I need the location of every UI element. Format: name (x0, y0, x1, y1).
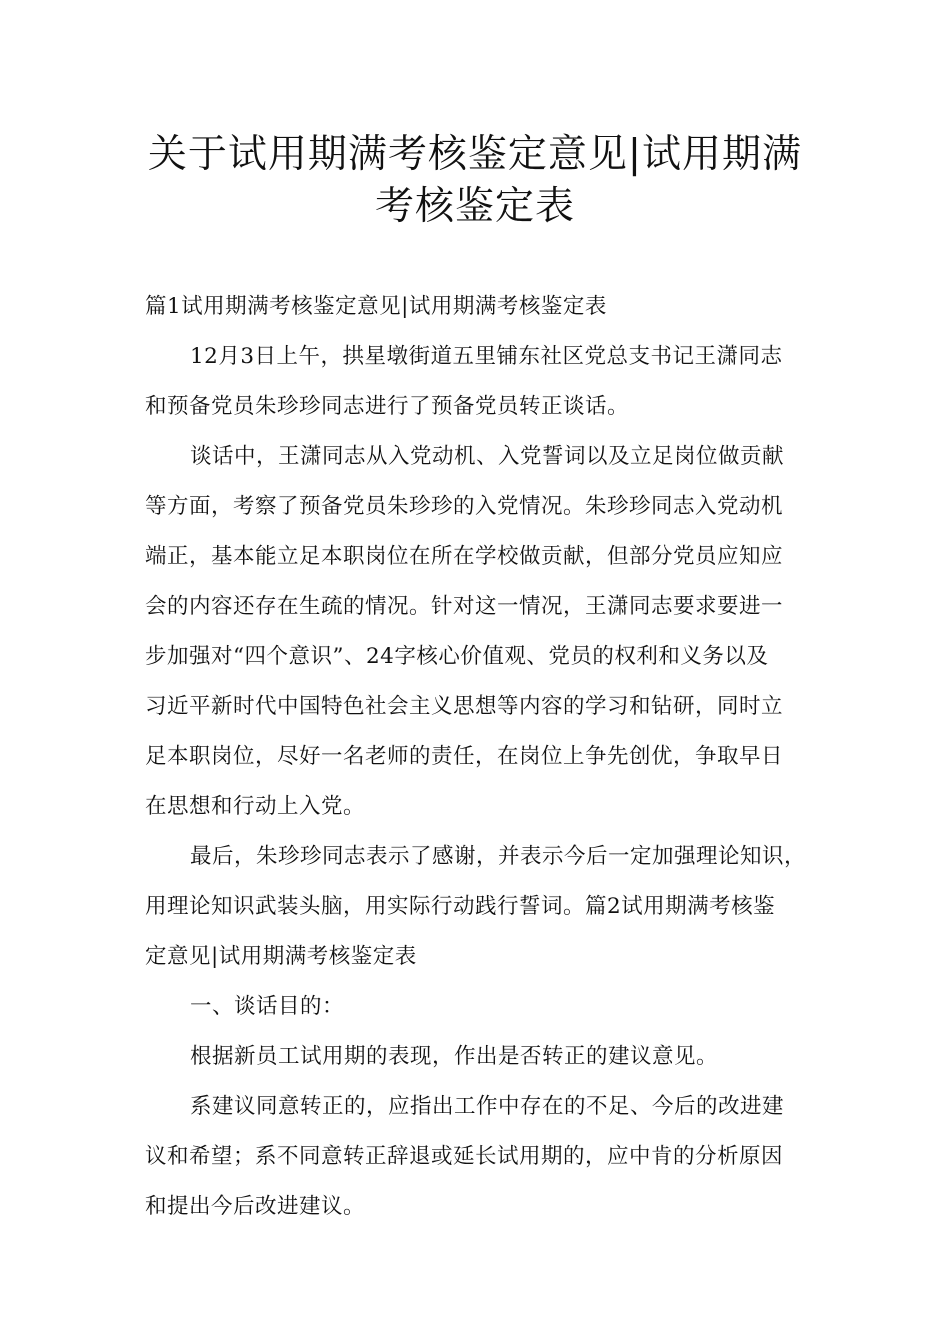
paragraph-line: 和提出今后改进建议。 (145, 1194, 366, 1219)
paragraph-line: 谈话中，王潇同志从入党动机、入党誓词以及立足岗位做贡献 (190, 444, 785, 469)
paragraph-line: 端正，基本能立足本职岗位在所在学校做贡献，但部分党员应知应 (145, 544, 784, 569)
paragraph (145, 332, 825, 432)
paragraph-line: 系建议同意转正的，应指出工作中存在的不足、今后的改进建 (190, 1094, 785, 1119)
document-title-line-2: 考核鉴定表 (374, 184, 575, 229)
paragraph-line: 用理论知识武装头脑，用实际行动践行誓词。篇2试用期满考核鉴 (145, 894, 776, 919)
paragraph-line: 最后，朱珍珍同志表示了感谢，并表示今后一定加强理论知识， (190, 844, 807, 869)
paragraph (145, 832, 825, 982)
paragraph-line: 足本职岗位，尽好一名老师的责任，在岗位上争先创优，争取早日 (145, 744, 784, 769)
paragraph (145, 982, 825, 1032)
paragraph-line: 根据新员工试用期的表现，作出是否转正的建议意见。 (190, 1044, 719, 1069)
paragraph (145, 432, 825, 832)
document-body (145, 282, 825, 1232)
paragraph-line: 一、谈话目的： (190, 994, 345, 1019)
paragraph (145, 1082, 825, 1232)
paragraph-line: 在思想和行动上入党。 (145, 794, 366, 819)
paragraph (145, 282, 825, 332)
paragraph-line: 议和希望；系不同意转正辞退或延长试用期的，应中肯的分析原因 (145, 1144, 784, 1169)
paragraph-line: 步加强对“四个意识”、24字核心价值观、党员的权利和义务以及 (145, 644, 769, 669)
paragraph-line: 定意见|试用期满考核鉴定表 (145, 944, 417, 969)
paragraph-line: 和预备党员朱珍珍同志进行了预备党员转正谈话。 (145, 394, 630, 419)
paragraph (145, 1032, 825, 1082)
paragraph-line: 等方面，考察了预备党员朱珍珍的入党情况。朱珍珍同志入党动机 (145, 494, 784, 519)
document-title-line-1: 关于试用期满考核鉴定意见|试用期满 (147, 132, 803, 177)
paragraph-line: 篇1试用期满考核鉴定意见|试用期满考核鉴定表 (145, 294, 607, 319)
paragraph-line: 习近平新时代中国特色社会主义思想等内容的学习和钻研，同时立 (145, 694, 784, 719)
paragraph-line: 12月3日上午，拱星墩街道五里铺东社区党总支书记王潇同志 (190, 344, 783, 369)
paragraph-line: 会的内容还存在生疏的情况。针对这一情况，王潇同志要求要进一 (145, 594, 784, 619)
